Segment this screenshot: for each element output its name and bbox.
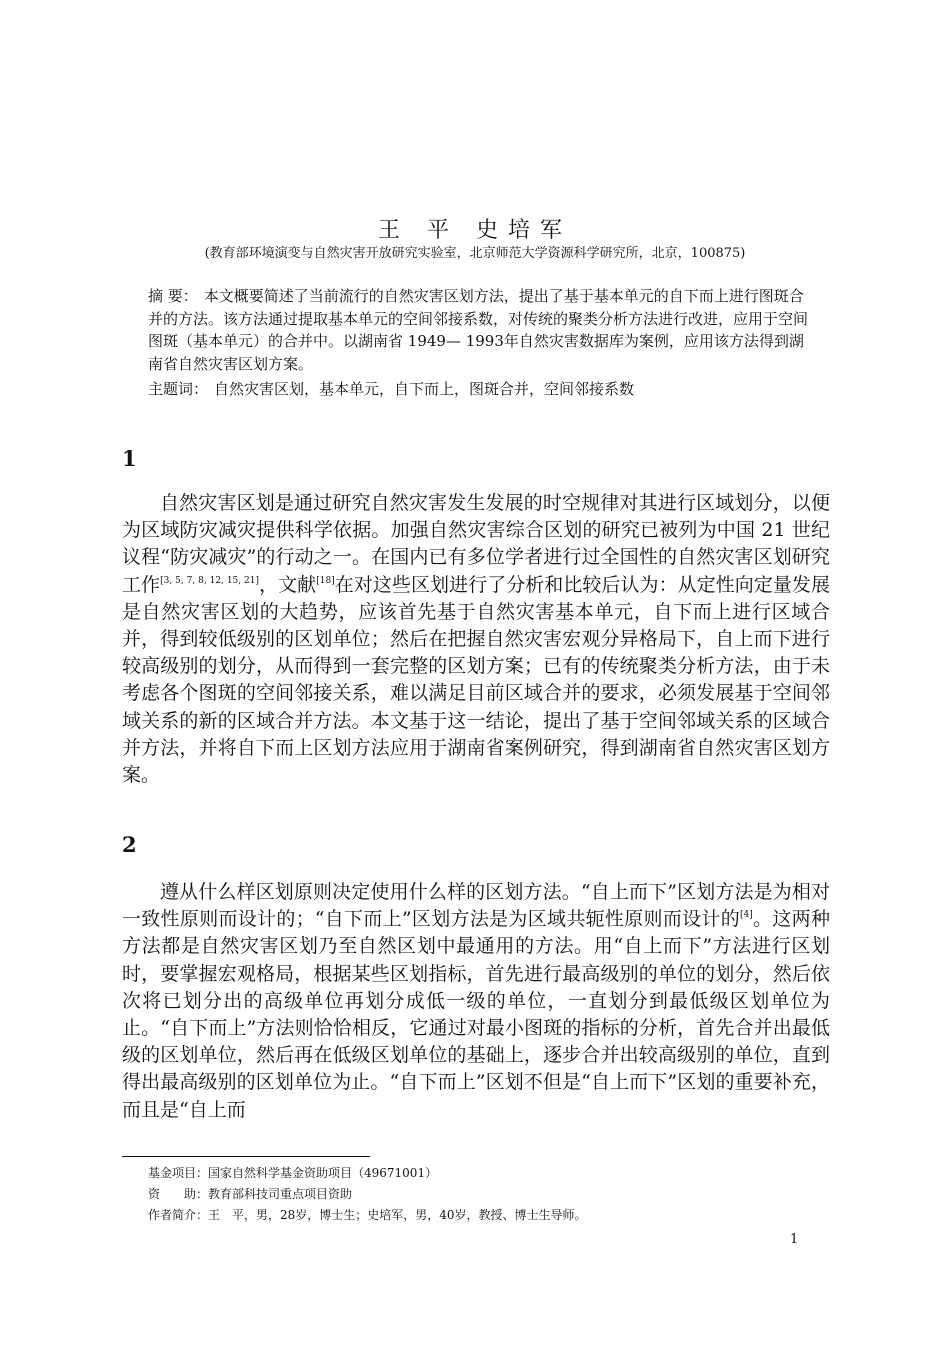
keywords-text: 自然灾害区划，基本单元，自下而上，图斑合并，空间邻接系数 — [214, 380, 635, 398]
page-number: 1 — [790, 1232, 799, 1247]
section-2-text-a: 遵从什么样区划原则决定使用什么样的区划方法。“自上而下”区划方法是为相对一致性原则而设计的；“自下而上”区划方法是为区域共轭性原则而设计的 — [122, 881, 830, 931]
section-1-text-c: 在对这些区划进行了分析和比较后认为：从定性向定量发展是自然灾害区划的大趋势，应该首先基于自然灾害基本单元，自下而上进行区域合并，得到较低级别的区划单位；然后在把握自然灾害宏观分异格局下，自上而下进行较高级别的划分，从而得到一套完整的区划方案；已有的传统聚类分析方法，由于未考虑各个图斑的空间邻接关系，难以满足目前区域合并的要求，必须发展基于空间邻域关系的新的区域合并方法。本文基于这一结论，提出了基于空间邻域关系的区域合并方法，并将自下而上区划方法应用于湖南省案例研究，得到湖南省自然灾害区划方案。 — [122, 573, 830, 787]
citation: [4] — [740, 910, 753, 921]
affiliation: (教育部环境演变与自然灾害开放研究实验室，北京师范大学资源科学研究所，北京，100875) — [204, 246, 746, 261]
citation: [18] — [316, 575, 335, 586]
footnotes — [148, 1163, 587, 1226]
abstract-text: 本文概要简述了当前流行的自然灾害区划方法，提出了基于基本单元的自下而上进行图斑合并的方法。该方法通过提取基本单元的空间邻接系数，对传统的聚类分析方法进行改进，应用于空间图斑（基本单元）的合并中。以湖南省 1949— 1993年自然灾害数据库为案例，应用该方法得到湖南省自然灾害区划方案。 — [148, 287, 809, 373]
section-2-text-b: 。这两种方法都是自然灾害区划乃至自然区划中最通用的方法。用“自上而下”方法进行区划时，要掌握宏观格局，根据某些区划指标，首先进行最高级别的单位的划分，然后依次将已划分出的高级单位再划分成低一级的单位，一直划分到最低级区划单位为止。“自下而上”方法则恰恰相反，它通过对最小图斑的指标的分析，首先合并出最低级的区划单位，然后再在低级区划单位的基础上，逐步合并出较高级别的单位，直到得出最高级别的区划单位为止。“自下而上”区划不但是“自上而下”区划的重要补充，而且是“自上而 — [122, 908, 830, 1121]
footnote-divider — [122, 1156, 370, 1157]
section-2-heading: 2 — [122, 832, 137, 857]
abstract — [148, 285, 818, 375]
section-1-text-a: 自然灾害区划是通过研究自然灾害发生发展的时空规律对其进行区域划分，以便为区域防灾减灾提供科学依据。加强自然灾害综合区划的研究已被列为中国 21 世纪议程“防灾减灾”的行动之一。在国内已有多位学者进行过全国性的自然灾害区划研究工作 — [122, 492, 830, 596]
footnote-support: 资 助：教育部科技司重点项目资助 — [148, 1187, 353, 1201]
footnote-authors: 作者简介：王 平，男，28岁，博士生；史培军，男，40岁，教授、博士生导师。 — [148, 1208, 587, 1222]
citation: [3, 5, 7, 8, 12, 15, 21] — [160, 575, 260, 586]
section-1-paragraph — [122, 490, 830, 789]
keywords-label: 主题词： — [148, 380, 209, 398]
section-1-heading: 1 — [122, 446, 137, 471]
keywords — [148, 378, 818, 401]
authors: 王 平 史培军 — [378, 218, 572, 243]
abstract-label: 摘 要： — [148, 287, 198, 305]
footnote-funding: 基金项目：国家自然科学基金资助项目（49671001） — [148, 1166, 438, 1180]
section-1-text-b: ，文献 — [259, 573, 317, 596]
section-2-paragraph — [122, 879, 830, 1124]
